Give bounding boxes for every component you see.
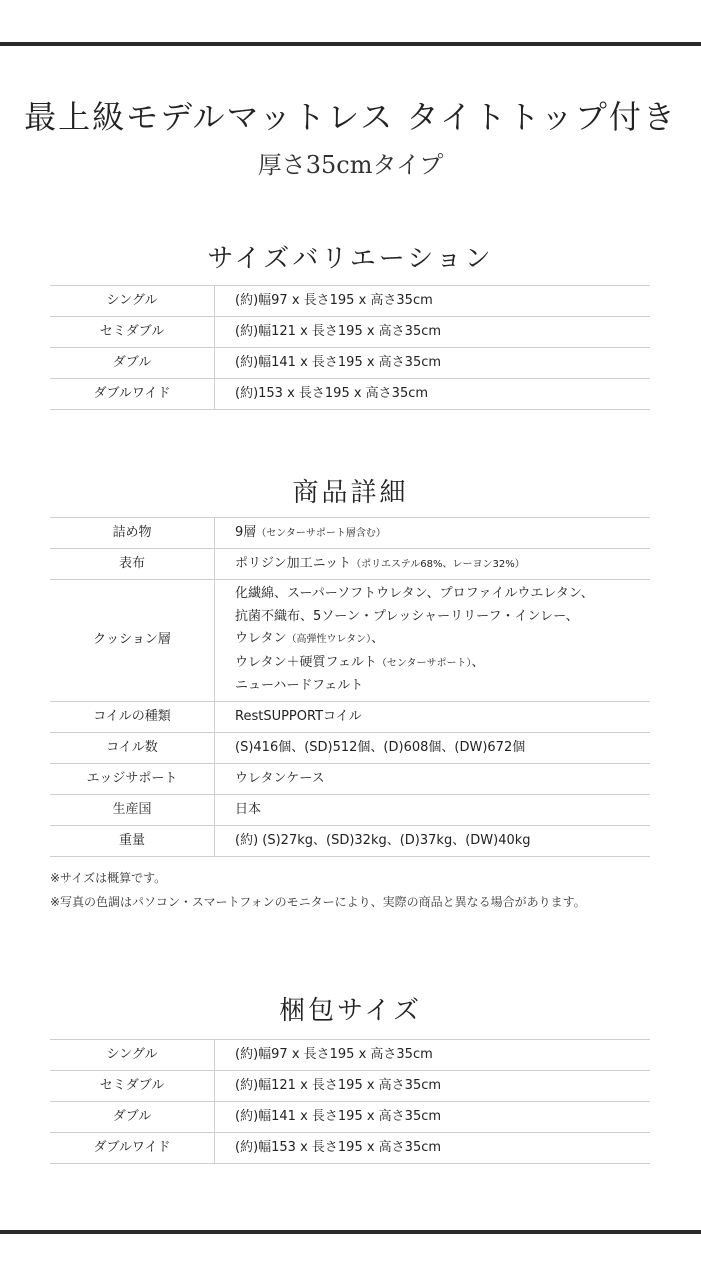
- table-row: [50, 518, 650, 549]
- cushion-label: クッション層: [50, 580, 215, 702]
- packing-size-heading: 梱包サイズ: [279, 996, 422, 1026]
- table-row: [50, 286, 650, 317]
- row-value: (約)幅121 x 長さ195 x 高さ35cm: [215, 317, 651, 348]
- table-row: [50, 794, 650, 825]
- cushion-line-3-note: （高弾性ウレタン）: [286, 634, 372, 645]
- row-label: ダブル: [50, 348, 215, 379]
- cushion-value: [215, 580, 651, 702]
- fabric-main: ポリジン加工ニット: [235, 555, 352, 571]
- weight-value: (約) (S)27kg、(SD)32kg、(D)37kg、(DW)40kg: [215, 825, 651, 856]
- filling-label: 詰め物: [50, 518, 215, 549]
- cushion-line-1: 化繊綿、スーパーソフトウレタン、プロファイルウエレタン、: [235, 586, 594, 601]
- fabric-label: 表布: [50, 549, 215, 580]
- cushion-line-2: 抗菌不織布、5ソーン・プレッシャーリリーフ・インレー、: [235, 608, 579, 624]
- cushion-line-4-main: ウレタン＋硬質フェルト: [235, 654, 377, 670]
- row-label: ダブルワイド: [50, 1133, 215, 1164]
- row-value: (約)幅121 x 長さ195 x 高さ35cm: [215, 1071, 651, 1102]
- filling-value: [215, 518, 651, 549]
- note-size: ※サイズは概算です。: [50, 871, 167, 885]
- top-divider: [0, 42, 701, 46]
- note-color: ※写真の色調はパソコン・スマートフォンのモニターにより、実際の商品と異なる場合があります。: [50, 895, 586, 909]
- filling-main: 9層: [235, 524, 257, 540]
- origin-value: 日本: [215, 794, 651, 825]
- table-row: [50, 825, 650, 856]
- fabric-note: （ポリエステル68%、レーヨン32%）: [351, 558, 525, 570]
- cushion-line-3-main: ウレタン: [235, 631, 287, 646]
- product-details-table: [50, 517, 650, 857]
- edge-support-label: エッジサポート: [50, 763, 215, 794]
- row-value: (約)幅153 x 長さ195 x 高さ35cm: [215, 1133, 651, 1164]
- table-row: [50, 317, 650, 348]
- cushion-line-3: [235, 628, 650, 652]
- bottom-divider: [0, 1230, 701, 1234]
- packing-size-table: [50, 1039, 650, 1164]
- table-row: [50, 379, 650, 410]
- weight-label: 重量: [50, 825, 215, 856]
- coil-type-label: コイルの種類: [50, 701, 215, 732]
- row-value: (約)幅141 x 長さ195 x 高さ35cm: [215, 1102, 651, 1133]
- table-row: [50, 1040, 650, 1071]
- page-title: 最上級モデルマットレス タイトトップ付き: [24, 98, 677, 136]
- table-row: [50, 348, 650, 379]
- size-variations-table: [50, 285, 650, 410]
- row-value: (約)幅97 x 長さ195 x 高さ35cm: [215, 1040, 651, 1071]
- fabric-value: [215, 549, 651, 580]
- cushion-line-4-end: 、: [471, 654, 485, 670]
- cushion-line-5: ニューハードフェルト: [235, 678, 364, 693]
- page-subtitle: 厚さ35cmタイプ: [257, 151, 444, 179]
- coil-count-label: コイル数: [50, 732, 215, 763]
- table-row: [50, 580, 650, 702]
- row-value: (約)幅97 x 長さ195 x 高さ35cm: [215, 286, 651, 317]
- row-label: ダブル: [50, 1102, 215, 1133]
- table-row: [50, 763, 650, 794]
- table-row: [50, 549, 650, 580]
- edge-support-value: ウレタンケース: [215, 763, 651, 794]
- row-label: セミダブル: [50, 317, 215, 348]
- table-row: [50, 1102, 650, 1133]
- row-label: シングル: [50, 286, 215, 317]
- coil-type-value: RestSUPPORTコイル: [215, 701, 651, 732]
- filling-note: （センターサポート層含む）: [256, 527, 386, 539]
- row-label: セミダブル: [50, 1071, 215, 1102]
- table-row: [50, 732, 650, 763]
- notes: [50, 866, 586, 914]
- table-row: [50, 701, 650, 732]
- row-value: (約)幅141 x 長さ195 x 高さ35cm: [215, 348, 651, 379]
- product-details-heading: 商品詳細: [292, 478, 409, 508]
- row-value: (約)153 x 長さ195 x 高さ35cm: [215, 379, 651, 410]
- cushion-line-4-note: （センターサポート）: [376, 657, 472, 669]
- origin-label: 生産国: [50, 794, 215, 825]
- coil-count-value: (S)416個、(SD)512個、(D)608個、(DW)672個: [215, 732, 651, 763]
- table-row: [50, 1071, 650, 1102]
- row-label: ダブルワイド: [50, 379, 215, 410]
- table-row: [50, 1133, 650, 1164]
- cushion-line-3-end: 、: [371, 631, 385, 646]
- size-variations-heading: サイズバリエーション: [207, 244, 494, 274]
- cushion-line-4: [235, 652, 650, 676]
- row-label: シングル: [50, 1040, 215, 1071]
